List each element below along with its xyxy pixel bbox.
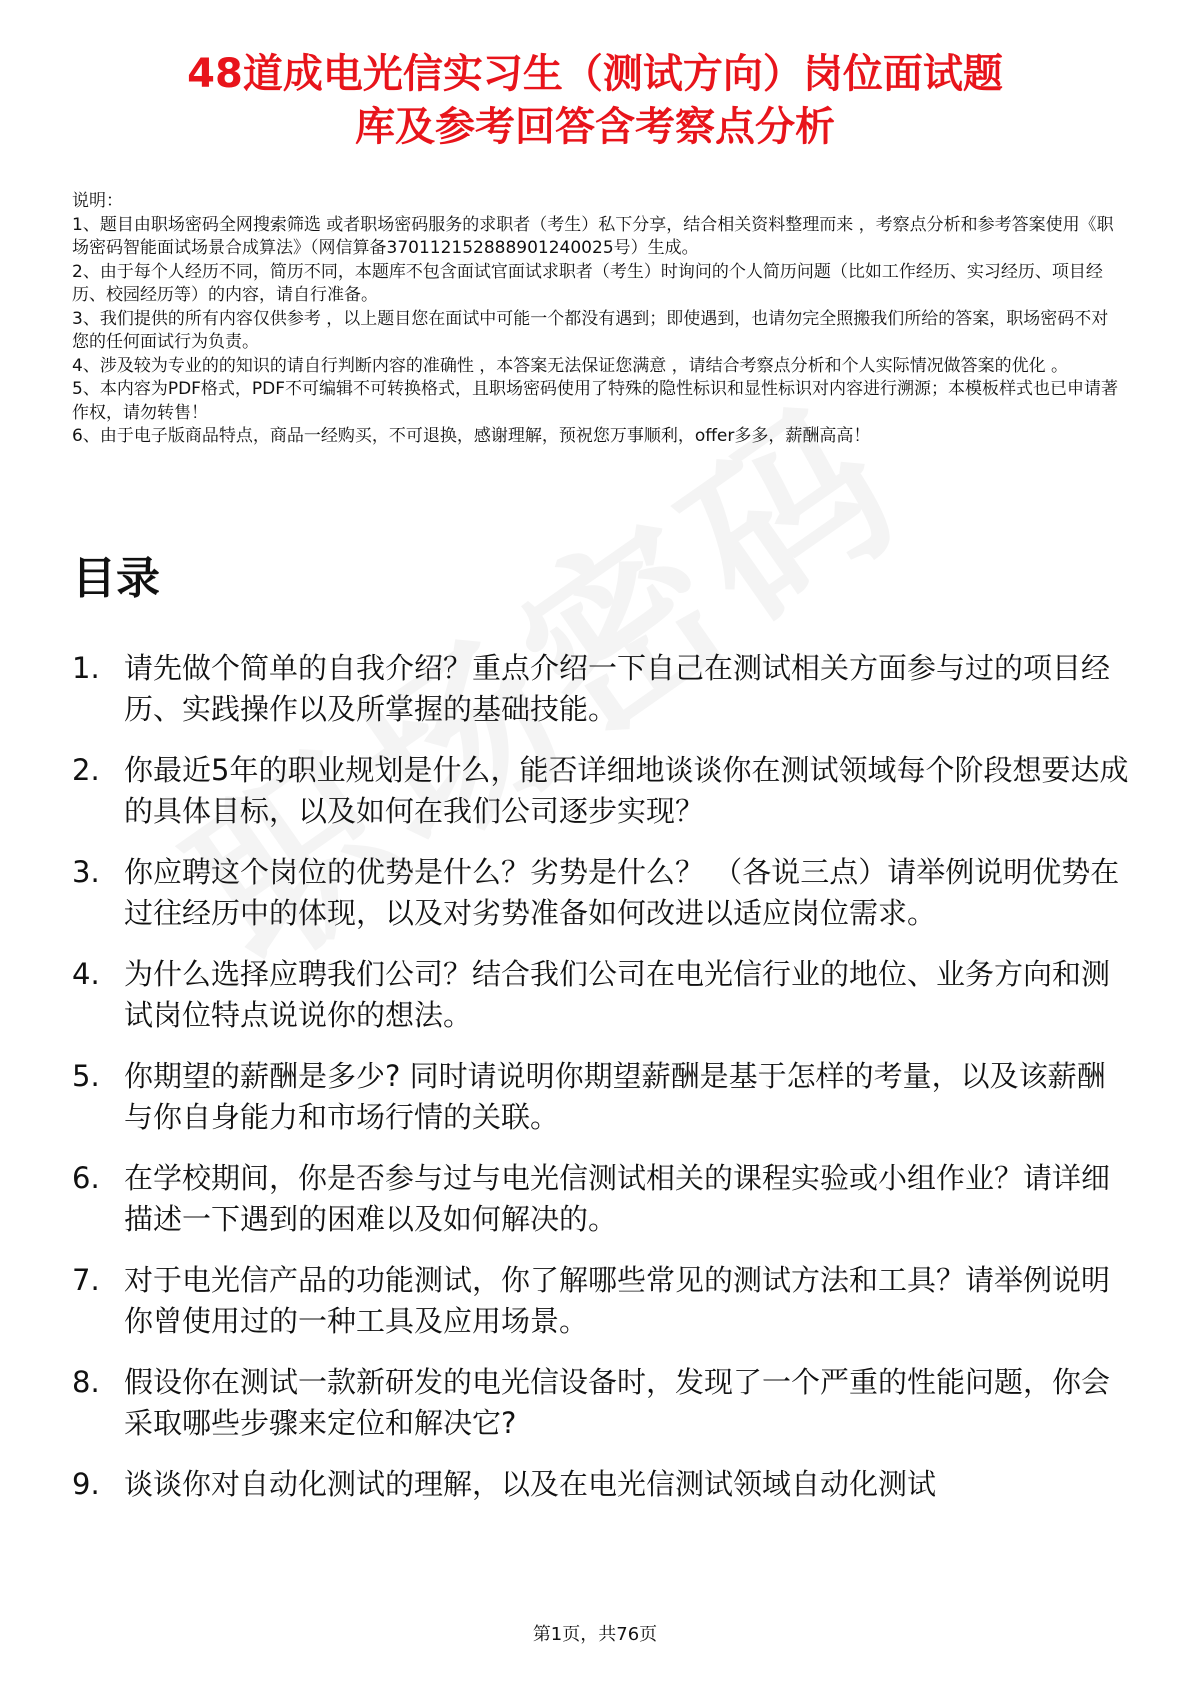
toc-item-number: 6.	[72, 1161, 100, 1195]
toc-item[interactable]	[72, 852, 1132, 934]
toc-item-number: 3.	[72, 855, 100, 889]
note-item-4: 4、涉及较为专业的的知识的请自行判断内容的准确性 ，本答案无法保证您满意 ，请结合考察点分析和个人实际情况做答案的优化 。	[72, 355, 1069, 376]
toc-item-number: 9.	[72, 1467, 100, 1501]
toc-item-text: 假设你在测试一款新研发的电光信设备时，发现了一个严重的性能问题，你会采取哪些步骤来定位和解决它?	[124, 1365, 1111, 1440]
note-item-3: 3、我们提供的所有内容仅供参考 ，以上题目您在面试中可能一个都没有遇到；即使遇到，也请勿完全照搬我们所给的答案，职场密码不对您的任何面试行为负责。	[72, 308, 1109, 352]
toc-item-text: 你应聘这个岗位的优势是什么？劣势是什么？ （各说三点）请举例说明优势在过往经历中的体现，以及对劣势准备如何改进以适应岗位需求。	[124, 855, 1120, 930]
toc-item[interactable]	[72, 1464, 1132, 1505]
note-item-5: 5、本内容为PDF格式，PDF不可编辑不可转换格式，且职场密码使用了特殊的隐性标识和显性标识对内容进行溯源；本模板样式也已申请著作权，请勿转售！	[72, 379, 1119, 423]
document-title	[40, 48, 1150, 154]
toc-item[interactable]	[72, 1362, 1132, 1444]
title-line-1: 48道成电光信实习生（测试方向）岗位面试题	[187, 51, 1003, 97]
toc-item-number: 2.	[72, 753, 100, 787]
toc-item[interactable]	[72, 1158, 1132, 1240]
toc-item[interactable]	[72, 1056, 1132, 1138]
toc-item[interactable]	[72, 1260, 1132, 1342]
notes-label: 说明：	[72, 191, 123, 211]
toc-item-number: 7.	[72, 1263, 100, 1297]
title-line-2: 库及参考回答含考察点分析	[355, 104, 835, 150]
note-item-2: 2、由于每个人经历不同，简历不同，本题库不包含面试官面试求职者（考生）时询问的个人简历问题（比如工作经历、实习经历、项目经历、校园经历等）的内容，请自行准备。	[72, 261, 1103, 305]
toc-item-text: 请先做个简单的自我介绍？重点介绍一下自己在测试相关方面参与过的项目经历、实践操作以及所掌握的基础技能。	[124, 651, 1111, 726]
toc-item-number: 1.	[72, 651, 100, 685]
notes-section	[72, 190, 1122, 449]
toc-item-text: 你期望的薪酬是多少? 同时请说明你期望薪酬是基于怎样的考量，以及该薪酬与你自身能力和市场行情的关联。	[124, 1059, 1106, 1134]
toc-heading: 目录	[72, 553, 160, 604]
page-footer: 第1页，共76页	[532, 1624, 658, 1645]
toc-item-text: 你最近5年的职业规划是什么，能否详细地谈谈你在测试领域每个阶段想要达成的具体目标，以及如何在我们公司逐步实现？	[124, 753, 1129, 828]
toc-item[interactable]	[72, 648, 1132, 730]
toc-item-text: 谈谈你对自动化测试的理解，以及在电光信测试领域自动化测试	[124, 1467, 937, 1501]
toc-list	[72, 648, 1132, 1525]
note-item-6: 6、由于电子版商品特点，商品一经购买，不可退换，感谢理解，预祝您万事顺利，offer多多，薪酬高高！	[72, 426, 871, 446]
toc-item-number: 4.	[72, 957, 100, 991]
toc-item-text: 对于电光信产品的功能测试，你了解哪些常见的测试方法和工具？请举例说明你曾使用过的一种工具及应用场景。	[124, 1263, 1111, 1338]
toc-item[interactable]	[72, 954, 1132, 1036]
toc-item-number: 8.	[72, 1365, 100, 1399]
toc-item-text: 为什么选择应聘我们公司？结合我们公司在电光信行业的地位、业务方向和测试岗位特点说说你的想法。	[124, 957, 1111, 1032]
toc-item-number: 5.	[72, 1059, 100, 1093]
note-item-1: 1、题目由职场密码全网搜索筛选 或者职场密码服务的求职者（考生）私下分享，结合相关资料整理而来 ，考察点分析和参考答案使用《职场密码智能面试场景合成算法》（网信算备370112152888901240025号）生成。	[72, 214, 1114, 258]
toc-item-text: 在学校期间，你是否参与过与电光信测试相关的课程实验或小组作业？请详细描述一下遇到的困难以及如何解决的。	[124, 1161, 1111, 1236]
toc-item[interactable]	[72, 750, 1132, 832]
